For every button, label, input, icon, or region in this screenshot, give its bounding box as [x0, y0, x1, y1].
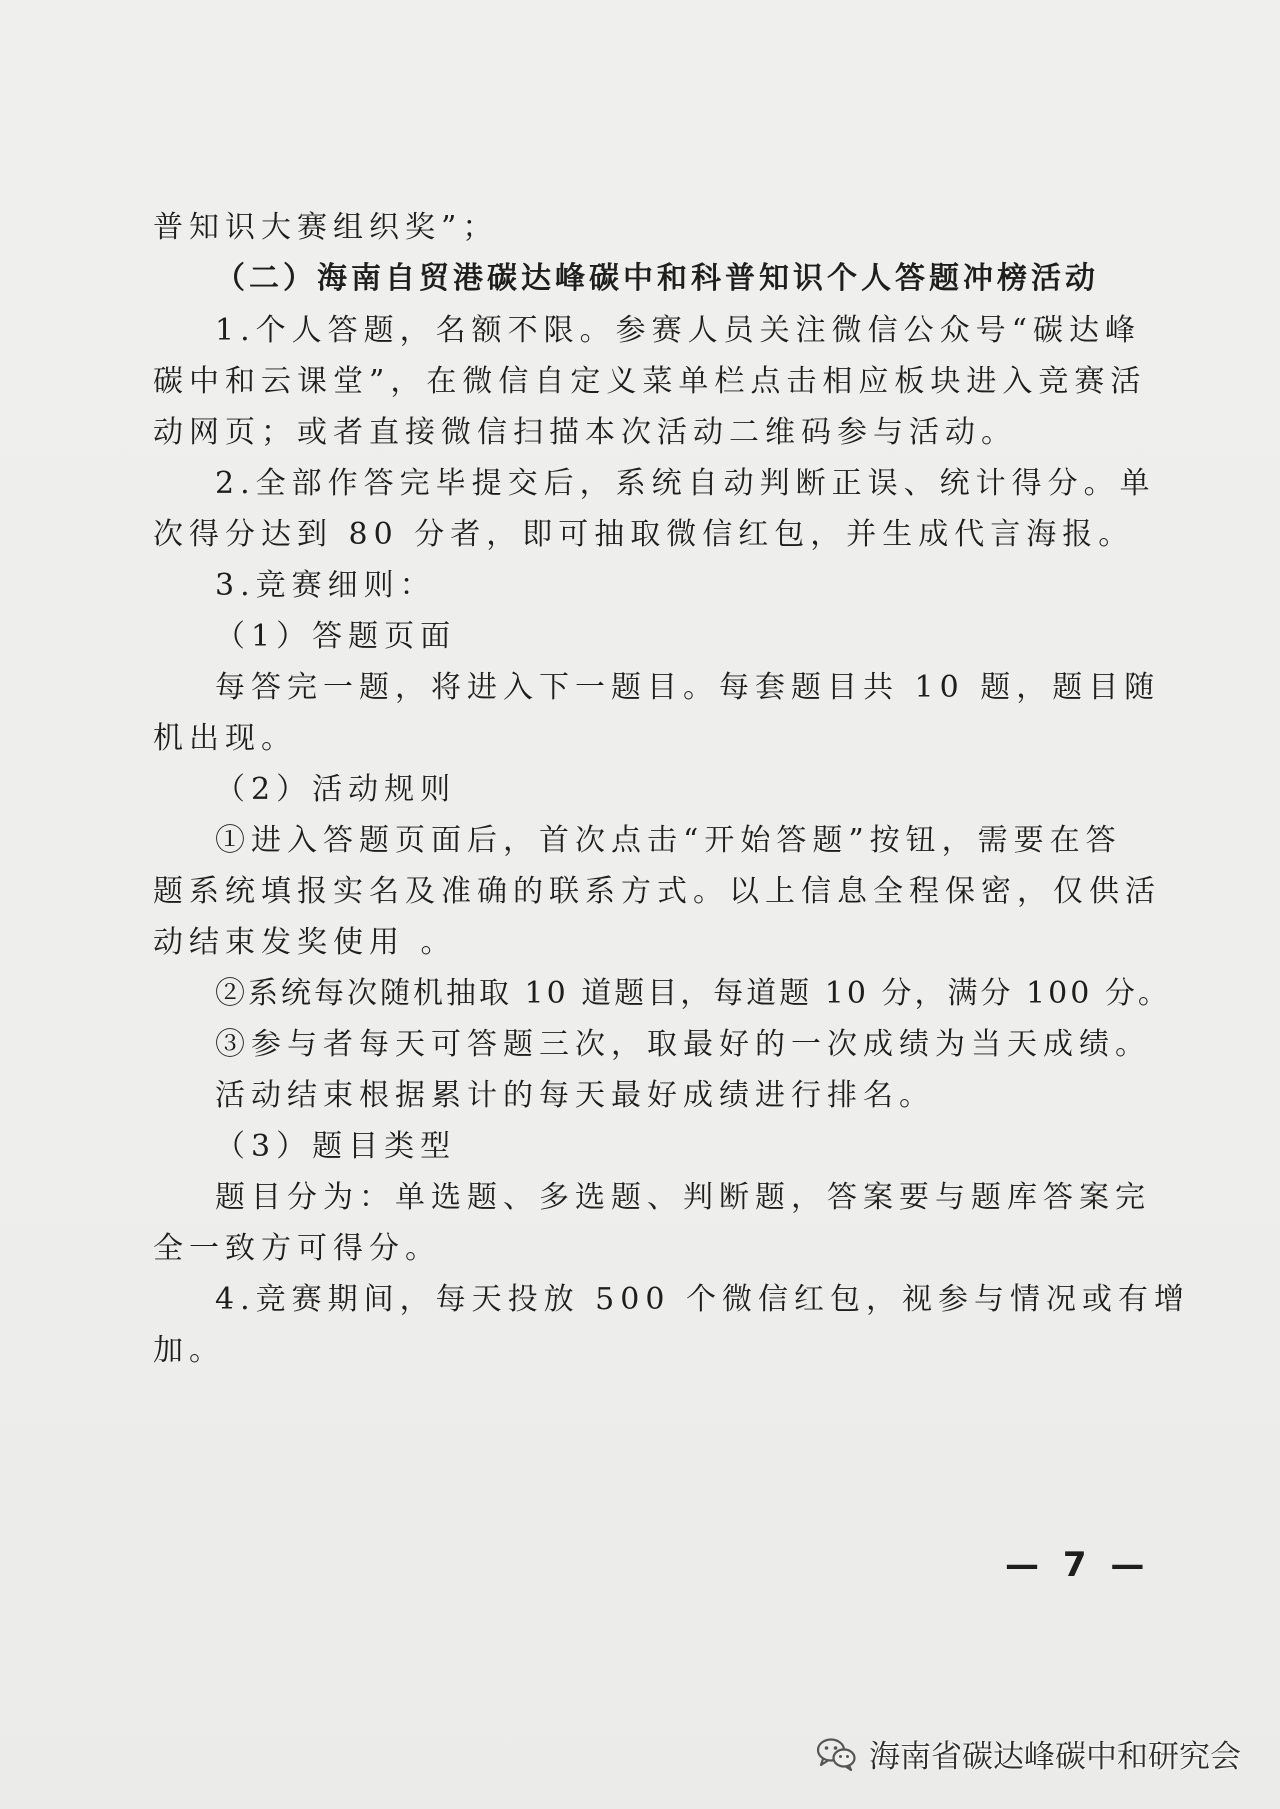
wechat-icon — [815, 1736, 857, 1772]
text-line: 活动结束根据累计的每天最好成绩进行排名。 — [215, 1078, 935, 1113]
text-line: 题系统填报实名及准确的联系方式。以上信息全程保密，仅供活 — [153, 874, 1161, 909]
text-line: 题目分为：单选题、多选题、判断题，答案要与题库答案完 — [215, 1180, 1151, 1215]
text-line: ③参与者每天可答题三次，取最好的一次成绩为当天成绩。 — [215, 1027, 1151, 1062]
text-line: ①进入答题页面后，首次点击“开始答题”按钮，需要在答 — [215, 823, 1122, 858]
text-line: 动网页；或者直接微信扫描本次活动二维码参与活动。 — [153, 415, 1017, 450]
text-line: 4.竞赛期间，每天投放 500 个微信红包，视参与情况或有增 — [215, 1282, 1190, 1317]
text-line: 3.竞赛细则： — [215, 568, 436, 603]
text-line: 普知识大赛组织奖”； — [153, 210, 499, 245]
watermark — [815, 1731, 1241, 1776]
text-line: 2.全部作答完毕提交后，系统自动判断正误、统计得分。单 — [215, 466, 1156, 501]
subsection-heading: （1）答题页面 — [215, 619, 457, 654]
subsection-heading: （2）活动规则 — [215, 772, 457, 807]
text-line: 动结束发奖使用 。 — [153, 925, 457, 960]
text-line: 次得分达到 80 分者，即可抽取微信红包，并生成代言海报。 — [153, 517, 1135, 552]
subsection-heading: （3）题目类型 — [215, 1129, 457, 1164]
section-heading: （二）海南自贸港碳达峰碳中和科普知识个人答题冲榜活动 — [215, 261, 1099, 296]
text-line: ②系统每次随机抽取 10 道题目，每道题 10 分，满分 100 分。 — [215, 976, 1171, 1011]
text-line: 全一致方可得分。 — [153, 1231, 441, 1266]
text-line: 机出现。 — [153, 721, 297, 756]
text-line: 每答完一题，将进入下一题目。每套题目共 10 题，题目随 — [215, 670, 1161, 705]
watermark-text: 海南省碳达峰碳中和研究会 — [869, 1739, 1241, 1775]
text-line: 1.个人答题，名额不限。参赛人员关注微信公众号“碳达峰 — [215, 313, 1141, 348]
text-line: 碳中和云课堂”，在微信自定义菜单栏点击相应板块进入竞赛活 — [153, 364, 1147, 399]
page-number: — 7 — — [1005, 1545, 1151, 1585]
text-line: 加。 — [153, 1333, 225, 1368]
